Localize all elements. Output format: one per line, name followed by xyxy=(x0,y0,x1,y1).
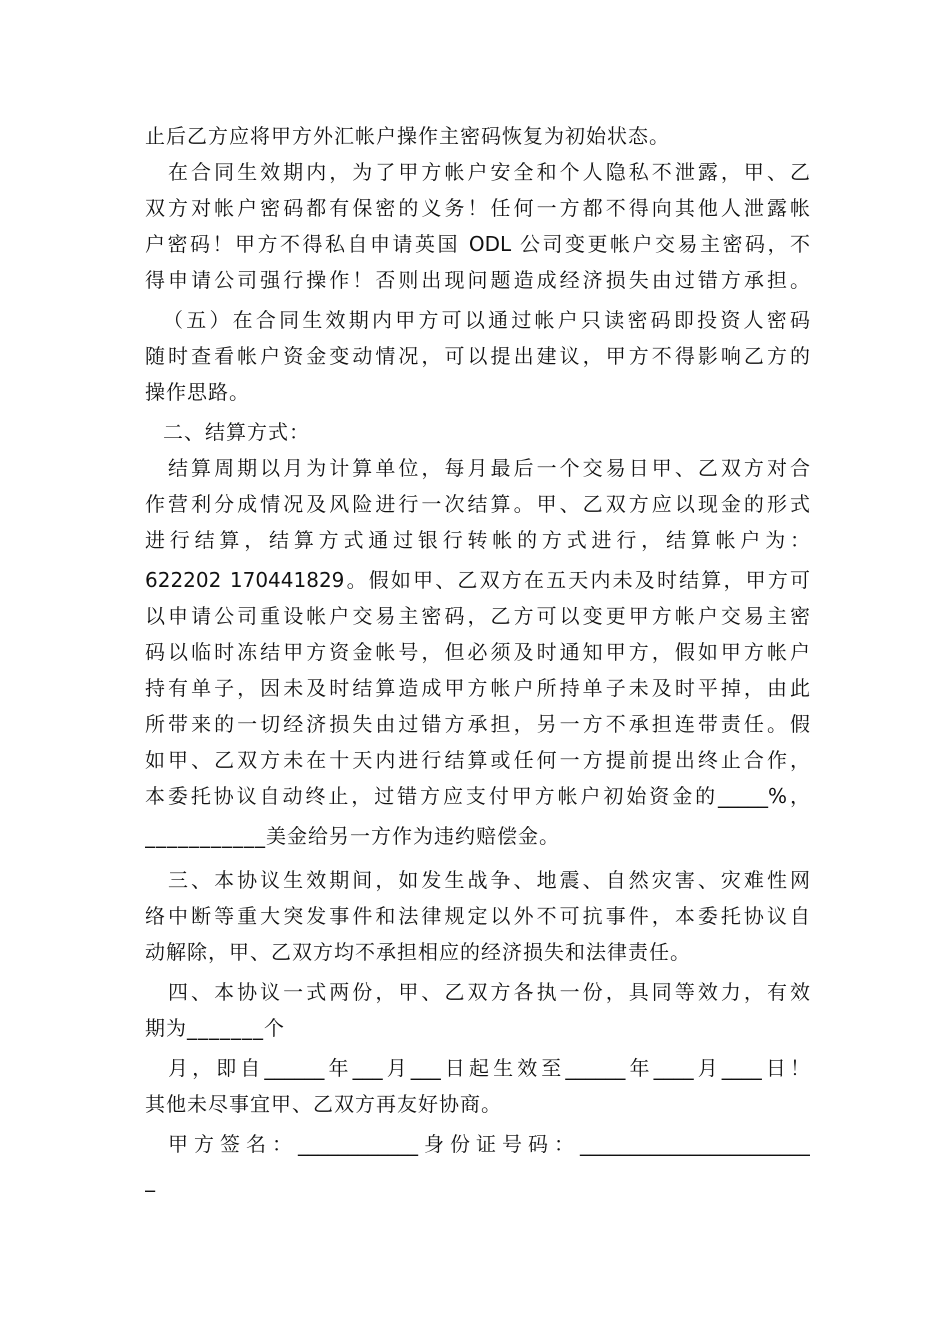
text-line-20: ___________美金给另一方作为违约赔偿金。 xyxy=(145,824,560,848)
text-line-3: 双方对帐户密码都有保密的义务！任何一方都不得向其他人泄露帐 xyxy=(145,196,810,220)
text-line-13: 622202 170441829。假如甲、乙双方在五天内未及时结算，甲方可 xyxy=(145,568,810,592)
section-heading-settlement: 二、结算方式： xyxy=(163,420,310,444)
text-line-16: 持有单子，因未及时结算造成甲方帐户所持单子未及时平掉，由此 xyxy=(145,676,810,700)
text-line-7: 随时查看帐户资金变动情况，可以提出建议，甲方不得影响乙方的 xyxy=(145,344,810,368)
text-line-17: 所带来的一切经济损失由过错方承担，另一方不承担连带责任。假 xyxy=(145,712,810,736)
text-line-25: 期为_______个 xyxy=(145,1016,285,1040)
text-line-19: 本委托协议自动终止，过错方应支付甲方帐户初始资金的_____%， xyxy=(145,784,810,808)
text-line-12: 进行结算，结算方式通过银行转帐的方式进行，结算帐户为： xyxy=(145,528,810,552)
text-line-23: 动解除，甲、乙双方均不承担相应的经济损失和法律责任。 xyxy=(145,940,691,964)
text-line-15: 码以临时冻结甲方资金帐号，但必须及时通知甲方，假如甲方帐户 xyxy=(145,640,810,664)
signature-line: 甲方签名：____________身份证号码：_______________________ xyxy=(168,1132,810,1156)
text-line-27: 其他未尽事宜甲、乙双方再友好协商。 xyxy=(145,1092,502,1116)
text-line-10: 结算周期以月为计算单位，每月最后一个交易日甲、乙双方对合 xyxy=(168,456,810,480)
text-line-6: （五）在合同生效期内甲方可以通过帐户只读密码即投资人密码 xyxy=(163,308,810,332)
text-line-2: 在合同生效期内，为了甲方帐户安全和个人隐私不泄露，甲、乙 xyxy=(168,160,810,184)
text-line-14: 以申请公司重设帐户交易主密码，乙方可以变更甲方帐户交易主密 xyxy=(145,604,810,628)
text-line-8: 操作思路。 xyxy=(145,380,250,404)
text-line-29: _ xyxy=(145,1168,156,1192)
text-line-21: 三、本协议生效期间，如发生战争、地震、自然灾害、灾难性网 xyxy=(168,868,810,892)
text-line-24: 四、本协议一式两份，甲、乙双方各执一份，具同等效力，有效 xyxy=(168,980,810,1004)
text-line-11: 作营利分成情况及风险进行一次结算。甲、乙双方应以现金的形式 xyxy=(145,492,810,516)
text-line-1: 止后乙方应将甲方外汇帐户操作主密码恢复为初始状态。 xyxy=(145,124,670,148)
text-line-5: 得申请公司强行操作！否则出现问题造成经济损失由过错方承担。 xyxy=(145,268,810,292)
text-line-26: 月，即自______年___月___日起生效至______年____月____日！ xyxy=(168,1056,810,1080)
text-line-18: 如甲、乙双方未在十天内进行结算或任何一方提前提出终止合作， xyxy=(145,748,810,772)
text-line-4: 户密码！甲方不得私自申请英国 ODL 公司变更帐户交易主密码，不 xyxy=(145,232,810,256)
text-line-22: 络中断等重大突发事件和法律规定以外不可抗事件，本委托协议自 xyxy=(145,904,810,928)
